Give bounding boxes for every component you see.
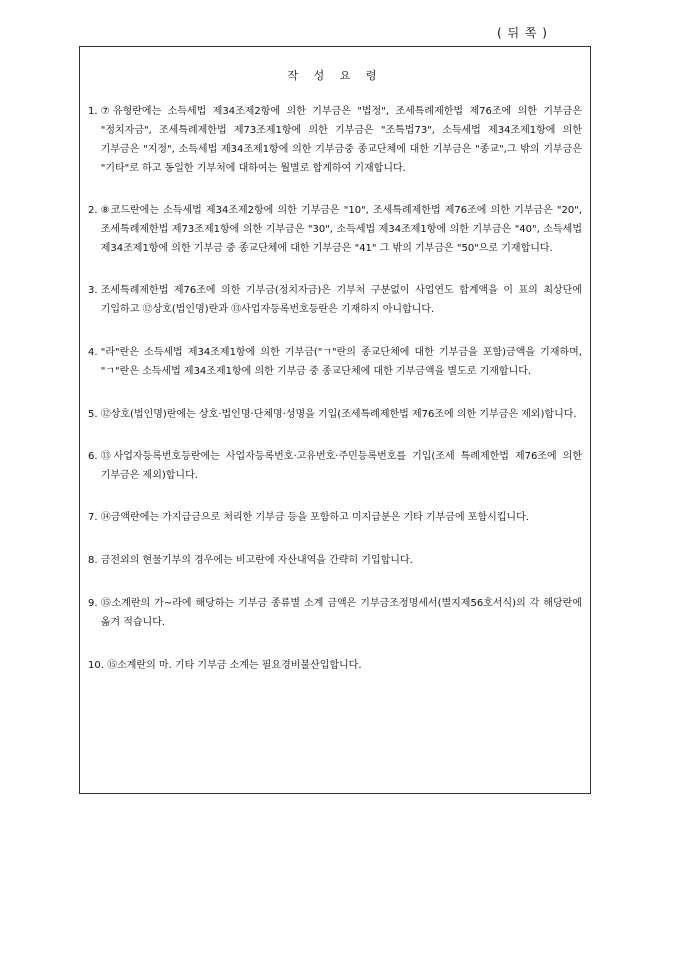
instruction-text: ⑧코드란에는 소득세법 제34조제2항에 의한 기부금은 "10", 조세특례제한법 제76조에 의한 기부금은 "20", 조세특례제한법 제73조제1항에 의한 기부금은 "30", 소득세법 제34조제1항에 의한 기부금은 "40", 소득세법 제34조제1항에 의한 기부금 중 종교단체에 대한 기부금은 "41" 그 밖의 기부금은 "50"으로 기재합니다. (100, 205, 582, 254)
instruction-item-1 (88, 102, 582, 178)
instruction-item-5 (88, 405, 582, 424)
instruction-text: "라"란은 소득세법 제34조제1항에 의한 기부금("ㄱ"란의 종교단체에 대한 기부금을 포함)금액을 기재하며, "ㄱ"란은 소득세법 제34조제1항에 의한 기부금 중 종교단체에 대한 기부금액을 별도로 기재합니다. (100, 347, 582, 377)
instruction-item-2 (88, 201, 582, 258)
instruction-text: 조세특례제한법 제76조에 의한 기부금(정치자금)은 기부처 구분없이 사업연도 합계액을 이 표의 최상단에 기입하고 ⑫상호(법인명)란과 ⑬사업자등록번호등란은 기재하지 아니합니다. (100, 285, 582, 315)
instructions-box (79, 46, 591, 794)
instruction-item-3 (88, 281, 582, 319)
instruction-number: 3. (88, 285, 101, 296)
page-side-label: ( 뒤 쪽 ) (497, 26, 548, 40)
instruction-item-8 (88, 551, 582, 570)
instruction-text: ⑮소계란의 마. 기타 기부금 소계는 필요경비불산입합니다. (107, 660, 362, 671)
instruction-item-4 (88, 343, 582, 381)
instruction-text: ⑭금액란에는 가지급금으로 처리한 기부금 등을 포함하고 미지급분은 기타 기부금에 포함시킵니다. (100, 512, 529, 523)
instruction-item-10 (88, 656, 582, 675)
instruction-text: ⑬사업자등록번호등란에는 사업자등록번호·고유번호·주민등록번호를 기입(조세 특례제한법 제76조에 의한 기부금은 제외)합니다. (100, 451, 582, 481)
instruction-text: 금전외의 현물기부의 경우에는 비고란에 자산내역을 간략히 기입합니다. (100, 555, 413, 566)
instruction-number: 9. (88, 598, 101, 609)
instruction-number: 1. (88, 106, 101, 117)
instruction-number: 8. (88, 555, 101, 566)
instruction-item-9 (88, 594, 582, 632)
instruction-item-7 (88, 508, 582, 527)
instruction-number: 7. (88, 512, 101, 523)
instruction-text: ⑫상호(법인명)란에는 상호·법인명·단체명·성명을 기입(조세특례제한법 제76조에 의한 기부금은 제외)합니다. (100, 409, 577, 420)
instruction-text: ⑮소계란의 가~라에 해당하는 기부금 종류별 소계 금액은 기부금조정명세서(별지제56호서식)의 각 해당란에 옮겨 적습니다. (100, 598, 582, 628)
instruction-number: 5. (88, 409, 101, 420)
instruction-number: 10. (88, 660, 108, 671)
instruction-number: 6. (88, 451, 101, 462)
instruction-number: 4. (88, 347, 101, 358)
section-title: 작 성 요 령 (287, 69, 383, 82)
instruction-item-6 (88, 447, 582, 485)
instruction-text: ⑦유형란에는 소득세법 제34조제2항에 의한 기부금은 "법정", 조세특례제한법 제76조에 의한 기부금은 "정치자금", 조세특례제한법 제73조제1항에 의한 기부금은 "조특법73", 소득세법 제34조제1항에 의한 기부금은 "지정", 소득세법 제34조제1항에 의한 기부금중 종교단체에 대한 기부금은 "종교",그 밖의 기부금은 "기타"로 하고 동일한 기부처에 대하여는 월별로 합계하여 기재합니다. (100, 106, 582, 174)
instruction-list (88, 102, 582, 675)
instruction-number: 2. (88, 205, 101, 216)
